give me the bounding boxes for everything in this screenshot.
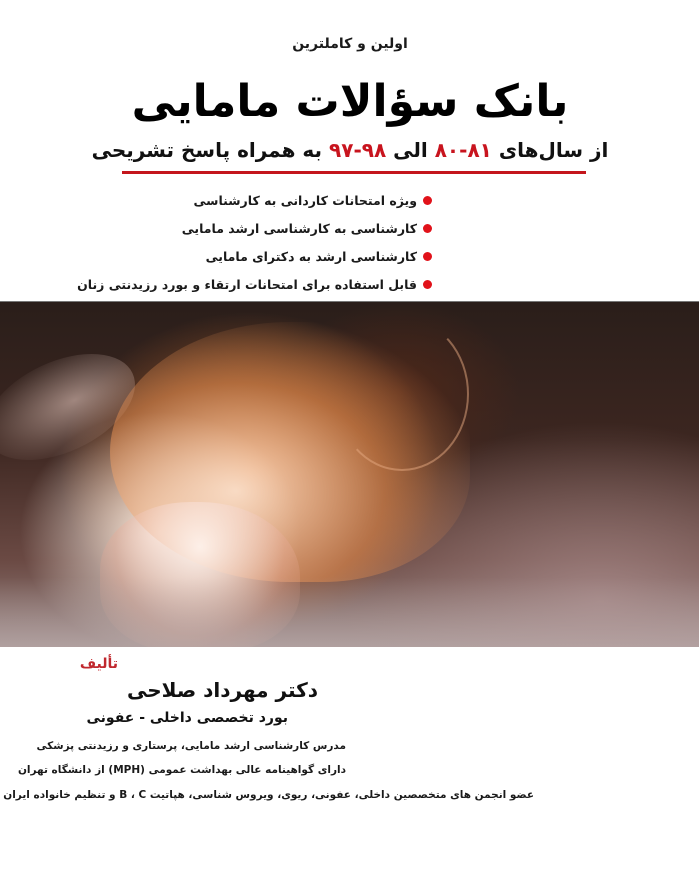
feature-item — [110, 186, 432, 214]
author-credential: مدرس کارشناسی ارشد مامایی، پرستاری و رزیدنتی پزشکی — [36, 740, 346, 752]
bullet-dot-icon — [423, 252, 432, 261]
photo-ear — [335, 317, 469, 471]
bullet-dot-icon — [423, 196, 432, 205]
subtitle-suffix: به همراه پاسخ تشریحی — [91, 138, 323, 162]
subtitle-connector: الی — [393, 138, 428, 162]
photo-haze — [0, 577, 699, 647]
author-name: دکتر مهرداد صلاحی — [127, 678, 318, 702]
feature-label: ویژه امتحانات کاردانی به کارشناسی — [193, 192, 417, 208]
feature-item — [110, 242, 432, 270]
feature-item — [110, 214, 432, 242]
bullet-dot-icon — [423, 224, 432, 233]
subtitle-range-start: ۸۱-۸۰ — [434, 138, 492, 162]
bullet-dot-icon — [423, 280, 432, 289]
title-divider — [122, 171, 586, 174]
feature-label: کارشناسی به کارشناسی ارشد مامایی — [181, 220, 417, 236]
cover-tagline: اولین و کاملترین — [292, 36, 408, 52]
subtitle-range-end: ۹۸-۹۷ — [329, 138, 387, 162]
subtitle-prefix: از سال‌های — [498, 138, 609, 162]
feature-label: کارشناسی ارشد به دکترای مامایی — [205, 248, 417, 264]
feature-list — [77, 186, 432, 298]
book-title: بانک سؤالات مامایی — [131, 76, 569, 127]
cover-photo-fetus — [0, 301, 699, 647]
author-credential: دارای گواهینامه عالی بهداشت عمومی (MPH) از دانشگاه تهران — [17, 764, 346, 776]
feature-label: قابل استفاده برای امتحانات ارتقاء و بورد رزیدنتی زنان — [77, 276, 417, 292]
author-credential: عضو انجمن های متخصصین داخلی، عفونی، ریوی، ویروس شناسی، هپاتیت B ، C و تنظیم خانواده ایران — [3, 789, 534, 801]
book-subtitle — [0, 136, 700, 164]
author-specialty: بورد تخصصی داخلی - عفونی — [86, 710, 288, 726]
author-role-label: تألیف — [79, 656, 118, 672]
feature-item — [77, 270, 432, 298]
